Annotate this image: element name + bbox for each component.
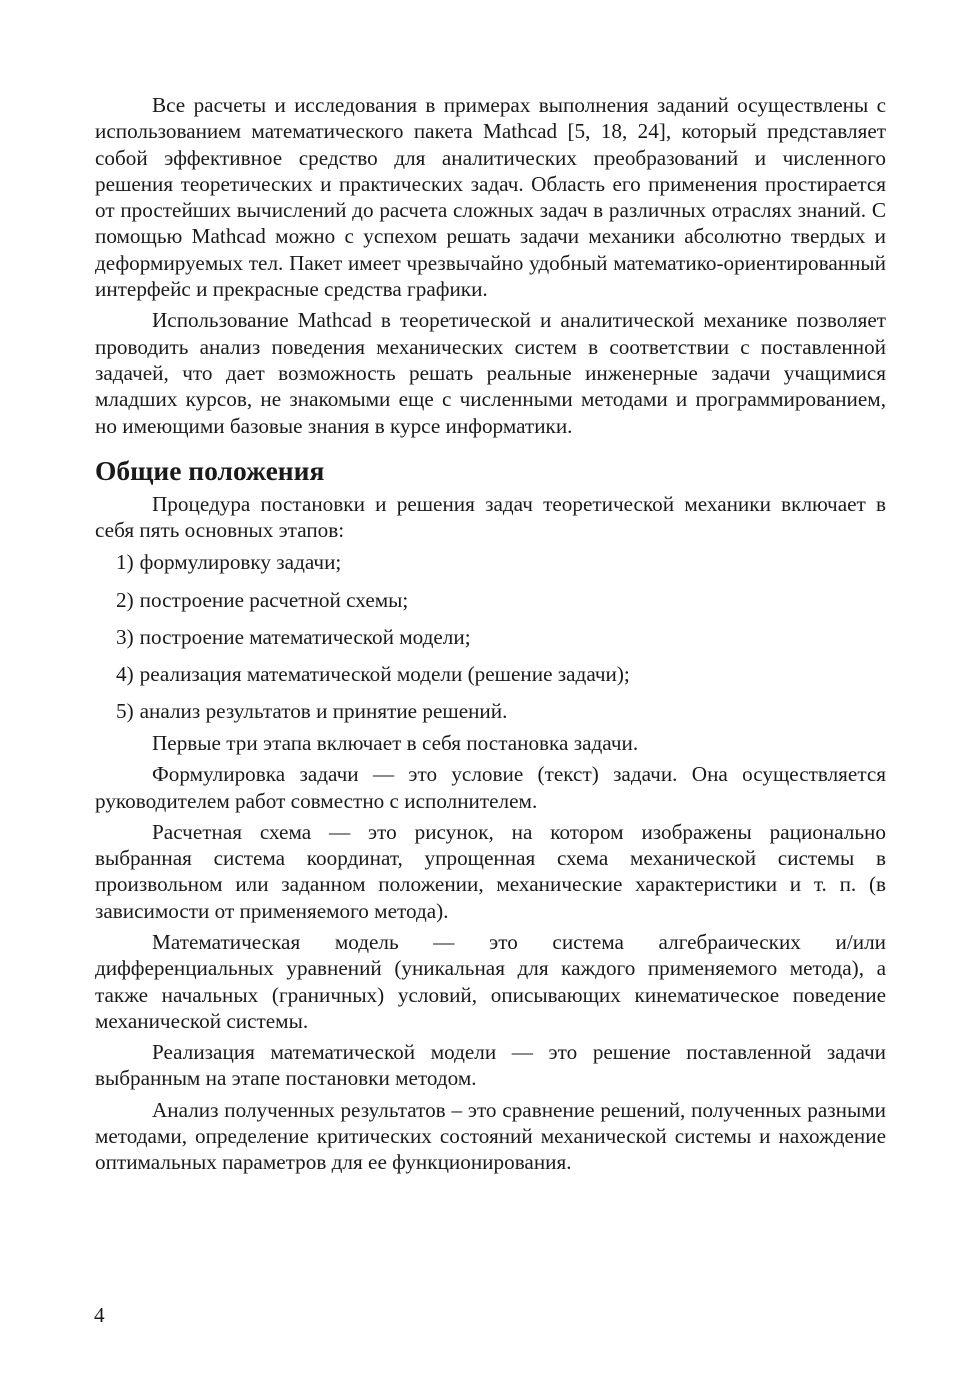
list-item-number: 4) [116, 661, 134, 686]
paragraph-results-analysis: Анализ полученных результатов – это сравнение решений, полученных разными методами, определение критических состояний механической системы и нахождение оптимальных параметров для ее функционирования. [95, 1097, 886, 1175]
paragraph-mathematical-model: Математическая модель — это система алгебраических и/или дифференциальных уравнений (уникальная для каждого применяемого метода), а также начальных (граничных) условий, описывающих кинематическое поведение механической системы. [95, 930, 886, 1033]
page-body [95, 92, 886, 1176]
paragraph-model-implementation: Реализация математической модели — это решение поставленной задачи выбранным на этапе постановки методом. [95, 1040, 886, 1091]
list-item-number: 2) [116, 587, 134, 612]
list-item-text: анализ результатов и принятие решений. [139, 698, 508, 723]
section-lead-paragraph: Процедура постановки и решения задач теоретической механики включает в себя пять основных этапов: [95, 491, 886, 543]
list-item-number: 5) [116, 698, 134, 723]
list-item [95, 549, 886, 575]
section-title: Общие положения [95, 454, 325, 486]
intro-paragraph-2: Использование Mathcad в теоретической и аналитической механике позволяет проводить анализ поведения механических систем в соответствии с поставленной задачей, что дает возможность решать реальные инженерные задачи учащимися младших курсов, не знакомыми еще с численными методами и программированием, но имеющими базовые знания в курсе информатики. [95, 308, 886, 438]
intro-paragraph-1: Все расчеты и исследования в примерах выполнения заданий осуществлены с использованием математического пакета Mathcad [5, 18, 24], который представляет собой эффективное средство для аналитических преобразований и численного решения теоретических и практических задач. Область его применения простирается от простейших вычислений до расчета сложных задач в различных отраслях знаний. С помощью Mathcad можно с успехом решать задачи механики абсолютно твердых и деформируемых тел. Пакет имеет чрезвычайно удобный математико-ориентированный интерфейс и прекрасные средства графики. [95, 93, 886, 302]
paragraph-first-three-stages: Первые три этапа включает в себя постановка задачи. [152, 730, 639, 755]
steps-list [95, 549, 886, 724]
list-item [95, 698, 886, 724]
list-item-text: построение расчетной схемы; [139, 587, 409, 612]
paragraph-design-scheme: Расчетная схема — это рисунок, на котором изображены рационально выбранная система координат, упрощенная схема механической системы в произвольном или заданном положении, механические характеристики и т. п. (в зависимости от применяемого метода). [95, 819, 886, 923]
list-item-text: реализация математической модели (решение задачи); [139, 661, 630, 686]
list-item-text: формулировку задачи; [139, 550, 342, 575]
list-item-text: построение математической модели; [139, 624, 471, 649]
list-item-number: 3) [116, 624, 134, 649]
paragraph-problem-formulation: Формулировка задачи — это условие (текст) задачи. Она осуществляется руководителем работ совместно с исполнителем. [95, 762, 886, 813]
page-number: 4 [94, 1303, 105, 1327]
list-item [95, 661, 886, 687]
list-item [95, 624, 886, 650]
list-item [95, 587, 886, 613]
list-item-number: 1) [116, 550, 134, 575]
